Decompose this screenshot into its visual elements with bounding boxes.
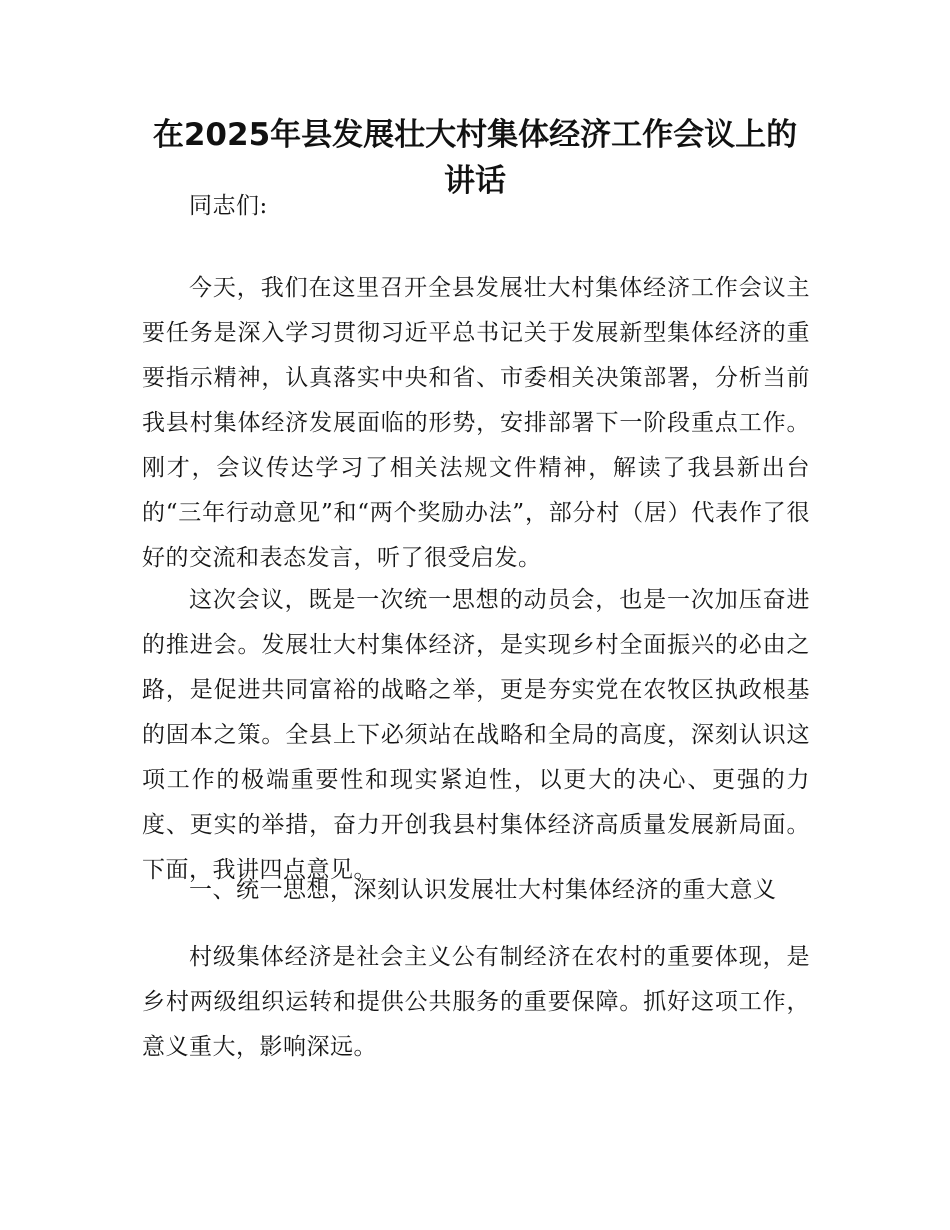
paragraph-opening: 今天，我们在这里召开全县发展壮大村集体经济工作会议主要任务是深入学习贯彻习近平总书记关于发展新型集体经济的重要指示精神，认真落实中央和省、市委相关决策部署，分析当前我县村集体经济发展面临的形势，安排部署下一阶段重点工作。刚才，会议传达学习了相关法规文件精神，解读了我县新出台的“三年行动意见”和“两个奖励办法”，部分村（居）代表作了很好的交流和表态发言，听了很受启发。: [142, 275, 810, 571]
document-title-line-1: 在2025年县发展壮大村集体经济工作会议上的: [152, 117, 798, 153]
document-title-line-2: 讲话: [444, 163, 506, 199]
paragraph-meeting-significance: 这次会议，既是一次统一思想的动员会，也是一次加压奋进的推进会。发展壮大村集体经济，是实现乡村全面振兴的必由之路，是促进共同富裕的战略之举，更是夯实党在农牧区执政根基的固本之策。全县上下必须站在战略和全局的高度，深刻认识这项工作的极端重要性和现实紧迫性，以更大的决心、更强的力度、更实的举措，奋力开创我县村集体经济高质量发展新局面。下面，我讲四点意见。: [142, 587, 810, 883]
paragraph-section-one: 村级集体经济是社会主义公有制经济在农村的重要体现，是乡村两级组织运转和提供公共服务的重要保障。抓好这项工作，意义重大，影响深远。: [142, 944, 810, 1060]
salutation: 同志们:: [189, 193, 268, 219]
section-heading-one: 一、统一思想，深刻认识发展壮大村集体经济的重大意义: [189, 877, 777, 903]
